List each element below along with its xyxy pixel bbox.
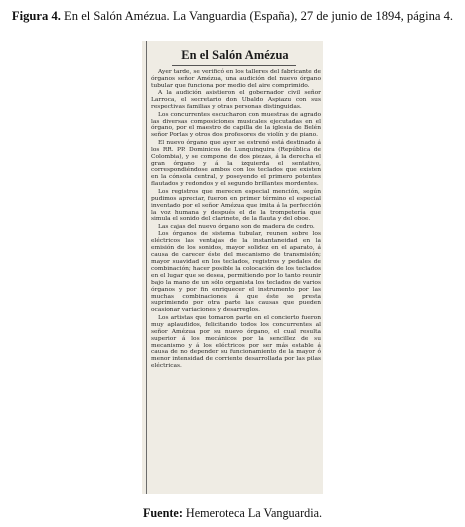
source-label: Fuente: bbox=[142, 506, 183, 520]
article-paragraph: Ayer tarde, se verificó en los talleres del fabricante de órganos señor Amézua, una audición del nuevo órgano tubular que funciona por medio del aire comprimido. bbox=[151, 69, 321, 89]
source-text: Hemeroteca La Vanguardia. bbox=[182, 506, 323, 520]
newspaper-clipping bbox=[142, 41, 323, 494]
figure-label: Figura 4. bbox=[11, 9, 61, 23]
source-credit bbox=[0, 505, 465, 521]
article-paragraph: El nuevo órgano que ayer se estrenó está destinado á los RR. PP. Dominicos de Lunquinquira (República de Colombia), y se compone de dos piezas, á la derecha el gran órgano y á la izquierda el sentativo, correspondiéndose ambos con los teclados que existen en la cónsola central, y poseyendo el primero potentes flautados y redondos y el segundo brillantes mordentes. bbox=[151, 139, 321, 188]
article-paragraph: Las cajas del nuevo órgano son de madera de cedro. bbox=[158, 223, 315, 230]
figure-caption bbox=[0, 8, 465, 24]
article-paragraph: Los artistas que tomaron parte en el concierto fueron muy aplaudidos, felicitando todos los concurrentes al señor Amézua por su nuevo órgano, el cual resulta superior á los mecánicos por la sencillez de su mecanismo y á los eléctricos por ser más estable á causa de no depender su funcionamiento de la mayor ó menor intensidad de corriente desarrollada por las pilas eléctricas. bbox=[151, 314, 321, 370]
article-paragraph: A la audición asistieron el gobernador civil señor Larroca, el secretario don Ubaldo Aspiazu con sus respectivas familias y otras personas distinguidas. bbox=[151, 90, 321, 111]
article-paragraph: Los concurrentes escucharon con muestras de agrado las diversas composiciones musicales ejecutadas en el órgano, por el maestro de capilla de la iglesia de Belén señor Porlas y otros dos profesores de violín y de piano. bbox=[151, 111, 321, 139]
article-paragraph: Los órganos de sistema tubular, reunen sobre los eléctricos las ventajas de la instantaneidad en la emisión de los sonidos, mayor solidez en el aparato, á causa de carecer éste del mecanismo de transmisión; mayor suavidad en los teclados, registros y pedales de combinación; hacer posible la colocación de los teclados en el lugar que se desea, permitiendo por lo tanto reunir bajo la mano de un sólo organista los teclados de varios órganos y por fin enriquecer el instrumento por las muchas combinaciones á que éste se presta suprimiendo por otra parte las causas que pueden ocasionar variaciones y desarreglos. bbox=[151, 231, 321, 314]
article-headline: En el Salón Amézua bbox=[181, 48, 289, 62]
headline-rule bbox=[172, 65, 296, 66]
figure-caption-text: En el Salón Amézua. La Vanguardia (España), 27 de junio de 1894, página 4. bbox=[60, 9, 454, 23]
article-body bbox=[151, 69, 321, 371]
article-paragraph: Los registros que merecen especial mención, según pudimos apreciar, fueron en primer término el especial inventado por el señor Amézua que imita á la perfección la voz humana y después el de la trompetería que simula el sonido del clarinete, de la flauta y del oboe. bbox=[151, 188, 321, 223]
